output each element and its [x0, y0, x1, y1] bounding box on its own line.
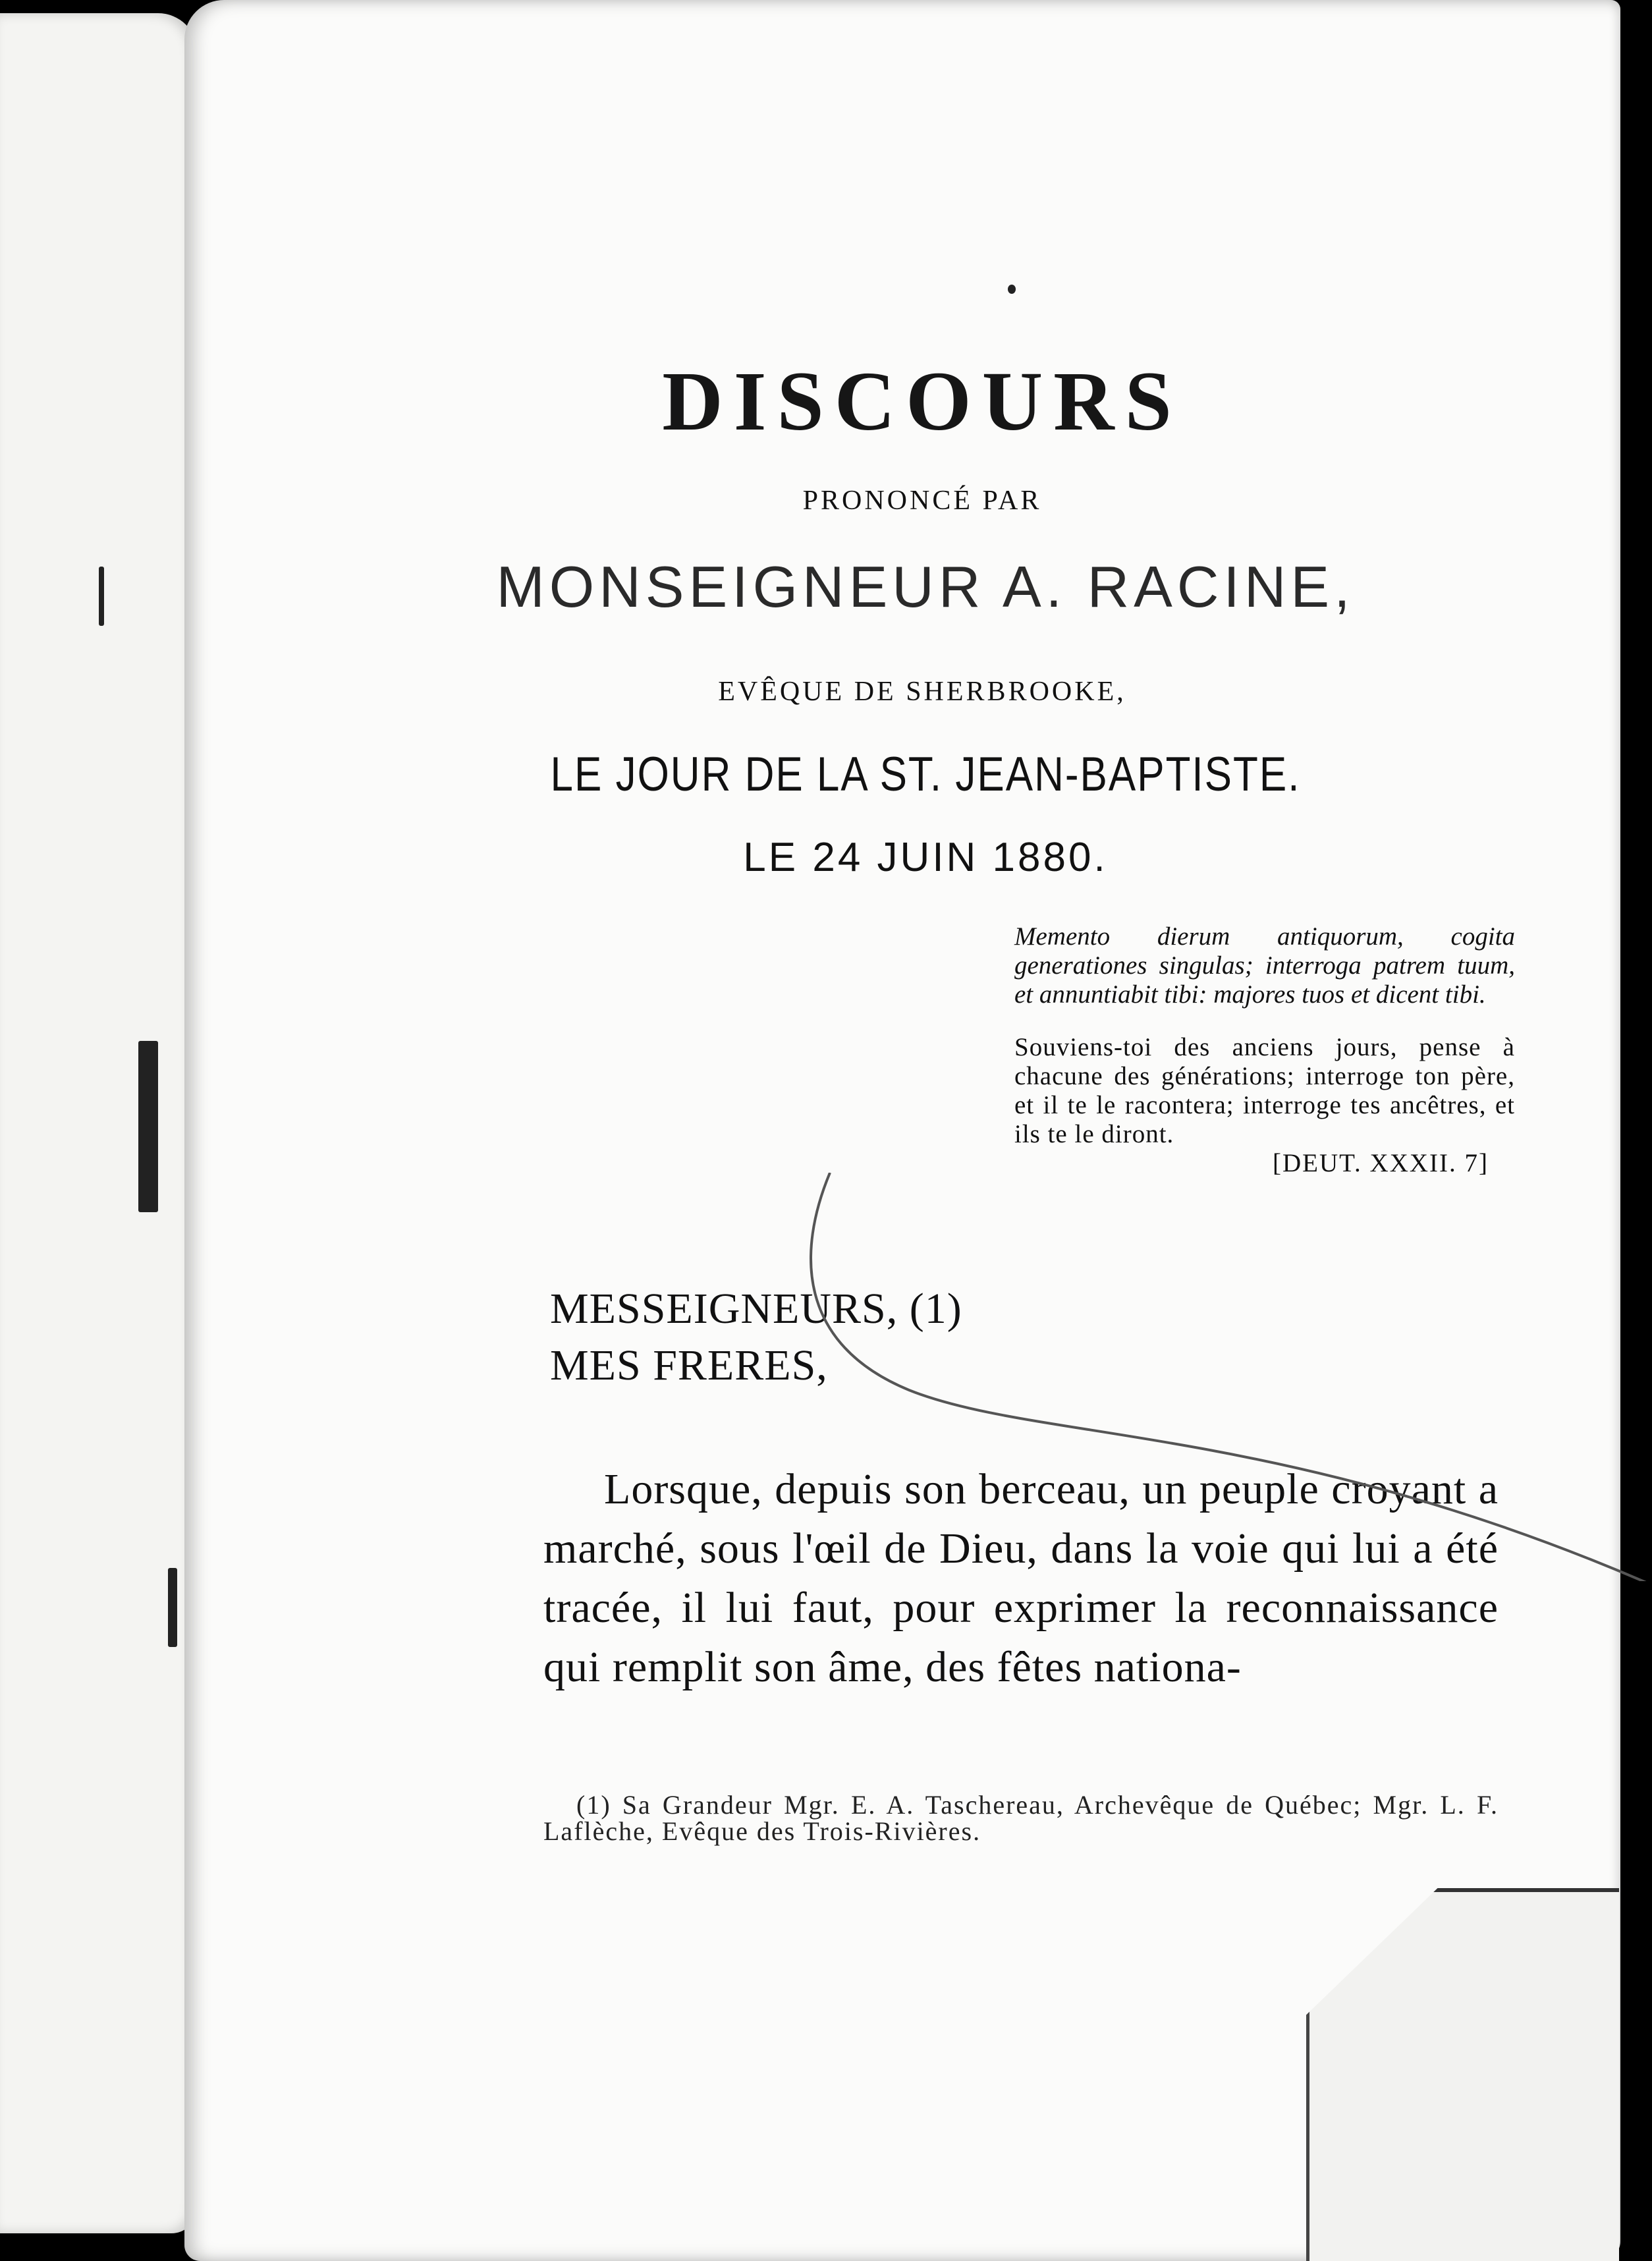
date: LE 24 JUIN 1880.: [743, 835, 1108, 880]
pronounced-by: PRONONCÉ PAR: [802, 486, 1042, 516]
body-paragraph: Lorsque, depuis son berceau, un peuple croyant a marché, sous l'œil de Dieu, dans la voie qui lui a été tracée, il lui faut, pour exprimer la reconnaissance qui remplit son âme, des fêtes nationa-: [543, 1465, 1499, 1691]
salutation-line: MESSEIGNEURS, (1): [550, 1285, 962, 1333]
previous-page-edge: [0, 13, 198, 2233]
occasion: LE JOUR DE LA ST. JEAN-BAPTISTE.: [550, 748, 1301, 802]
page-mark: [168, 1568, 177, 1647]
ink-speck: [1008, 285, 1016, 294]
epigraph-latin: Memento dierum antiquorum, cogita generationes singulas; interroga patrem tuum, et annuntiabit tibi: majores tuos et dicent tibi.: [1014, 922, 1515, 1009]
book-page: [184, 0, 1620, 2261]
folded-corner: [1306, 1888, 1619, 2261]
author: MONSEIGNEUR A. RACINE,: [496, 554, 1355, 619]
title: DISCOURS: [662, 354, 1182, 448]
epigraph-reference: [DEUT. XXXII. 7]: [1272, 1149, 1489, 1177]
epigraph-french: Souviens-toi des anciens jours, pense à chacune des générations; interroge ton père, et il te le racontera; interroge tes ancêtres, et ils te le diront.: [1014, 1033, 1515, 1148]
page-mark: [138, 1041, 158, 1212]
bishop-of: EVÊQUE DE SHERBROOKE,: [718, 677, 1126, 707]
epigraph: [1014, 922, 1515, 1178]
footnote: (1) Sa Grandeur Mgr. E. A. Taschereau, Archevêque de Québec; Mgr. L. F. Laflèche, Evêque des Trois-Rivières.: [543, 1790, 1499, 1846]
page-mark: [99, 567, 104, 626]
salutation: [550, 1281, 962, 1394]
salutation-line: MES FRERES,: [550, 1341, 828, 1389]
